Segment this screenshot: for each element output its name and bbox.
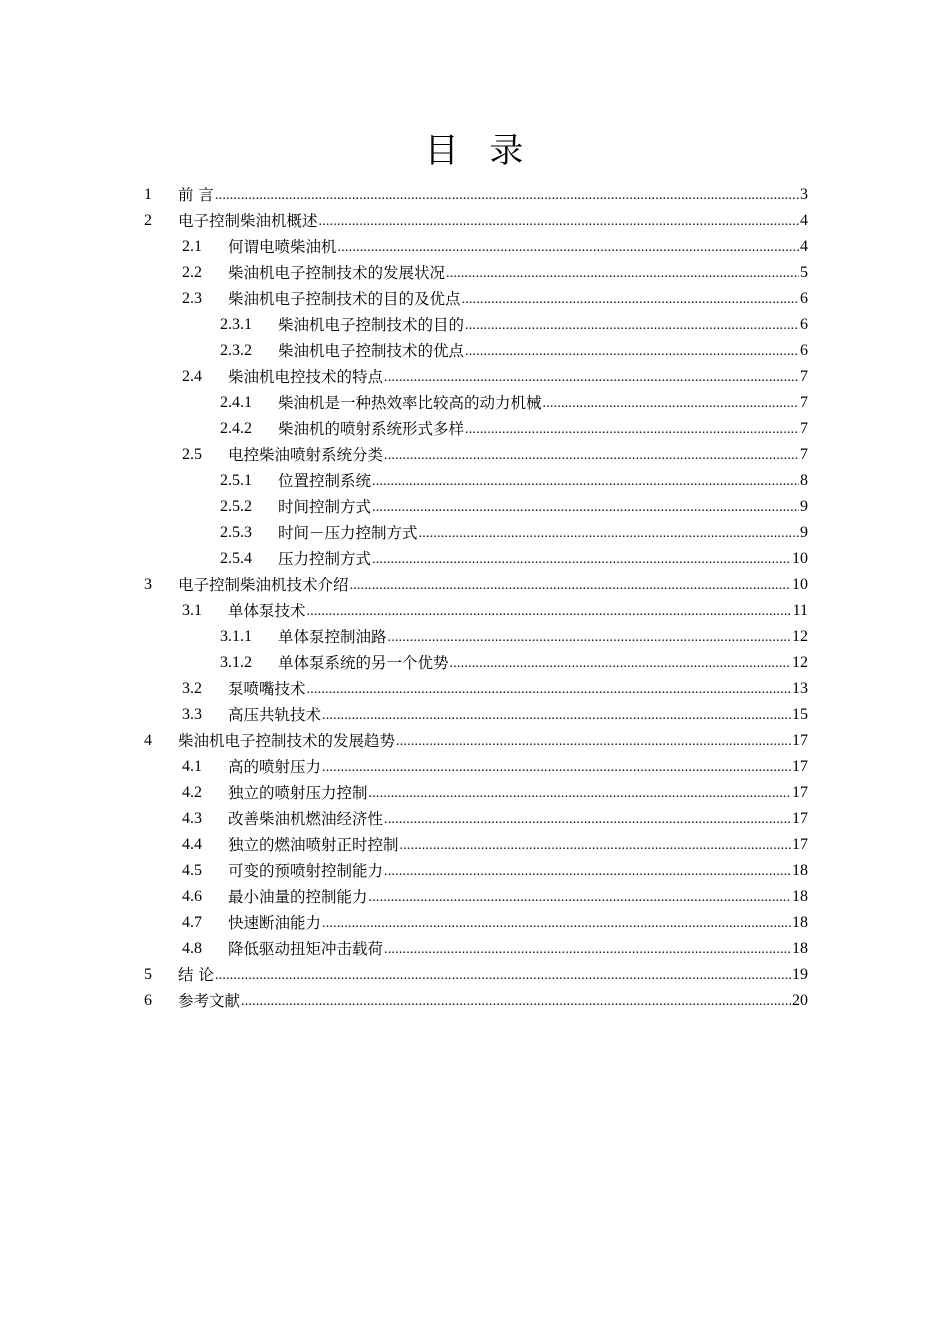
toc-entry-number: 4.8 <box>182 940 202 957</box>
toc-dot-leader <box>372 549 791 569</box>
toc-entry-title: 高的喷射压力 <box>228 758 322 776</box>
toc-entry-title: 单体泵系统的另一个优势 <box>278 654 449 672</box>
toc-entry-page-number: 17 <box>792 836 808 853</box>
toc-entry[interactable] <box>144 699 808 725</box>
toc-entry[interactable] <box>144 985 808 1011</box>
toc-dot-leader <box>350 575 791 595</box>
toc-entry[interactable] <box>144 803 808 829</box>
toc-entry[interactable] <box>144 335 808 361</box>
toc-entry-number: 2.3.2 <box>220 342 252 359</box>
toc-entry-page-number: 17 <box>792 784 808 801</box>
toc-entry[interactable] <box>144 179 808 205</box>
toc-entry-title: 柴油机电子控制技术的优点 <box>278 342 465 360</box>
toc-entry-title: 最小油量的控制能力 <box>228 888 368 906</box>
toc-entry[interactable] <box>144 933 808 959</box>
toc-entry-title: 独立的燃油喷射正时控制 <box>228 836 399 854</box>
toc-entry-number: 4 <box>144 732 152 749</box>
toc-entry-number: 2.4.1 <box>220 394 252 411</box>
toc-entry-title: 电子控制柴油机技术介绍 <box>178 576 349 594</box>
toc-entry[interactable] <box>144 491 808 517</box>
toc-entry-page-number: 6 <box>800 342 808 359</box>
toc-entry-page-number: 18 <box>792 940 808 957</box>
toc-entry-title: 高压共轨技术 <box>228 706 322 724</box>
toc-entry[interactable] <box>144 647 808 673</box>
toc-dot-leader <box>400 835 791 855</box>
toc-entry[interactable] <box>144 257 808 283</box>
toc-dot-leader <box>372 497 799 517</box>
toc-entry-page-number: 18 <box>792 862 808 879</box>
toc-entry-page-number: 8 <box>800 472 808 489</box>
toc-dot-leader <box>450 653 791 673</box>
toc-entry-page-number: 10 <box>792 576 808 593</box>
toc-entry-page-number: 10 <box>792 550 808 567</box>
toc-entry-number: 4.5 <box>182 862 202 879</box>
toc-entry-number: 3 <box>144 576 152 593</box>
toc-dot-leader <box>372 471 799 491</box>
toc-entry-number: 2.5 <box>182 446 202 463</box>
toc-entry-number: 2.5.1 <box>220 472 252 489</box>
toc-entry[interactable] <box>144 881 808 907</box>
toc-entry-number: 4.2 <box>182 784 202 801</box>
toc-dot-leader <box>384 809 791 829</box>
toc-dot-leader <box>319 211 799 231</box>
toc-entry-page-number: 9 <box>800 498 808 515</box>
toc-entry-number: 2.2 <box>182 264 202 281</box>
toc-dot-leader <box>419 523 799 543</box>
toc-entry-number: 2.3 <box>182 290 202 307</box>
toc-dot-leader <box>307 679 791 699</box>
toc-entry-title: 泵喷嘴技术 <box>228 680 306 698</box>
toc-entry-number: 4.4 <box>182 836 202 853</box>
toc-entry[interactable] <box>144 855 808 881</box>
toc-entry-page-number: 19 <box>792 966 808 983</box>
toc-entry-title: 柴油机电子控制技术的目的 <box>278 316 465 334</box>
toc-dot-leader <box>543 393 799 413</box>
toc-dot-leader <box>384 861 791 881</box>
toc-entry-title: 柴油机电子控制技术的发展状况 <box>228 264 446 282</box>
toc-dot-leader <box>465 341 799 361</box>
toc-entry-number: 2 <box>144 212 152 229</box>
toc-entry-number: 2.1 <box>182 238 202 255</box>
toc-entry-title: 可变的预喷射控制能力 <box>228 862 384 880</box>
toc-entry[interactable] <box>144 231 808 257</box>
toc-dot-leader <box>388 627 791 647</box>
toc-entry-page-number: 12 <box>792 654 808 671</box>
toc-entry[interactable] <box>144 959 808 985</box>
toc-entry-number: 4.6 <box>182 888 202 905</box>
toc-entry-number: 4.7 <box>182 914 202 931</box>
toc-entry-title: 降低驱动扭矩冲击载荷 <box>228 940 384 958</box>
toc-entry-title: 时间控制方式 <box>278 498 372 516</box>
toc-entry-title: 独立的喷射压力控制 <box>228 784 368 802</box>
toc-entry-page-number: 4 <box>800 212 808 229</box>
toc-entry-page-number: 3 <box>800 186 808 203</box>
toc-dot-leader <box>465 315 799 335</box>
toc-entry-page-number: 18 <box>792 888 808 905</box>
toc-entry[interactable] <box>144 907 808 933</box>
toc-dot-leader <box>307 601 792 621</box>
toc-dot-leader <box>241 991 791 1011</box>
toc-entry-title: 单体泵技术 <box>228 602 306 620</box>
toc-dot-leader <box>384 939 791 959</box>
toc-entry-page-number: 17 <box>792 810 808 827</box>
toc-entry-number: 2.3.1 <box>220 316 252 333</box>
toc-entry[interactable] <box>144 725 808 751</box>
toc-entry-page-number: 6 <box>800 316 808 333</box>
toc-entry-page-number: 4 <box>800 238 808 255</box>
toc-entry-number: 4.1 <box>182 758 202 775</box>
toc-dot-leader <box>322 757 791 777</box>
toc-entry[interactable] <box>144 387 808 413</box>
toc-entry-title: 电子控制柴油机概述 <box>178 212 318 230</box>
toc-entry-title: 位置控制系统 <box>278 472 372 490</box>
toc-entry-title: 柴油机电控技术的特点 <box>228 368 384 386</box>
toc-entry-page-number: 13 <box>792 680 808 697</box>
toc-entry-number: 3.1.1 <box>220 628 252 645</box>
toc-entry[interactable] <box>144 205 808 231</box>
toc-entry-number: 2.5.2 <box>220 498 252 515</box>
toc-entry-number: 1 <box>144 186 152 203</box>
toc-entry[interactable] <box>144 439 808 465</box>
toc-entry-title: 改善柴油机燃油经济性 <box>228 810 384 828</box>
toc-entry-number: 2.5.4 <box>220 550 252 567</box>
toc-entry[interactable] <box>144 283 808 309</box>
toc-dot-leader <box>384 445 799 465</box>
toc-entry-number: 4.3 <box>182 810 202 827</box>
toc-dot-leader <box>462 289 799 309</box>
toc-entry-title: 时间－压力控制方式 <box>278 524 418 542</box>
toc-dot-leader <box>465 419 799 439</box>
toc-entry[interactable] <box>144 465 808 491</box>
toc-entry-page-number: 7 <box>800 368 808 385</box>
toc-entry[interactable] <box>144 829 808 855</box>
toc-entry-number: 3.1.2 <box>220 654 252 671</box>
toc-dot-leader <box>446 263 799 283</box>
toc-entry-page-number: 7 <box>800 420 808 437</box>
toc-entry-title: 前 言 <box>178 186 214 204</box>
toc-dot-leader <box>396 731 791 751</box>
toc-entry-page-number: 15 <box>792 706 808 723</box>
toc-entry-page-number: 9 <box>800 524 808 541</box>
toc-dot-leader <box>215 965 791 985</box>
toc-entry[interactable] <box>144 777 808 803</box>
toc-dot-leader <box>384 367 799 387</box>
toc-entry-page-number: 20 <box>792 992 808 1009</box>
toc-entry-title: 柴油机是一种热效率比较高的动力机械 <box>278 394 542 412</box>
toc-entry-page-number: 11 <box>792 602 808 619</box>
toc-entry-page-number: 12 <box>792 628 808 645</box>
toc-entry-page-number: 7 <box>800 446 808 463</box>
toc-entry-page-number: 6 <box>800 290 808 307</box>
toc-entry-title: 快速断油能力 <box>228 914 322 932</box>
toc-entry[interactable] <box>144 517 808 543</box>
toc-entry-number: 2.4.2 <box>220 420 252 437</box>
toc-entry-number: 6 <box>144 992 152 1009</box>
toc-entry-title: 柴油机电子控制技术的发展趋势 <box>178 732 396 750</box>
toc-entry-title: 电控柴油喷射系统分类 <box>228 446 384 464</box>
toc-title: 目 录 <box>424 131 534 171</box>
toc-entry[interactable] <box>144 309 808 335</box>
toc-entry-title: 结 论 <box>178 966 214 984</box>
toc-entry[interactable] <box>144 621 808 647</box>
toc-dot-leader <box>322 705 791 725</box>
toc-entry[interactable] <box>144 361 808 387</box>
toc-entry-number: 3.1 <box>182 602 202 619</box>
table-of-contents <box>144 179 808 1011</box>
toc-entry[interactable] <box>144 569 808 595</box>
toc-entry-page-number: 7 <box>800 394 808 411</box>
toc-dot-leader <box>369 887 791 907</box>
toc-entry-title: 柴油机电子控制技术的目的及优点 <box>228 290 461 308</box>
toc-entry-number: 3.2 <box>182 680 202 697</box>
toc-entry-page-number: 17 <box>792 732 808 749</box>
toc-entry-title: 何谓电喷柴油机 <box>228 238 337 256</box>
toc-entry-number: 3.3 <box>182 706 202 723</box>
toc-entry[interactable] <box>144 673 808 699</box>
toc-dot-leader <box>322 913 791 933</box>
toc-entry-page-number: 5 <box>800 264 808 281</box>
toc-dot-leader <box>369 783 791 803</box>
toc-entry[interactable] <box>144 595 808 621</box>
toc-entry-page-number: 17 <box>792 758 808 775</box>
toc-entry-title: 柴油机的喷射系统形式多样 <box>278 420 465 438</box>
toc-entry-title: 单体泵控制油路 <box>278 628 387 646</box>
toc-entry[interactable] <box>144 543 808 569</box>
toc-entry-page-number: 18 <box>792 914 808 931</box>
toc-entry-number: 2.4 <box>182 368 202 385</box>
toc-dot-leader <box>215 185 799 205</box>
toc-entry[interactable] <box>144 751 808 777</box>
toc-dot-leader <box>338 237 799 257</box>
toc-entry-title: 参考文献 <box>178 992 241 1010</box>
toc-entry-number: 5 <box>144 966 152 983</box>
toc-entry[interactable] <box>144 413 808 439</box>
toc-entry-number: 2.5.3 <box>220 524 252 541</box>
toc-entry-title: 压力控制方式 <box>278 550 372 568</box>
